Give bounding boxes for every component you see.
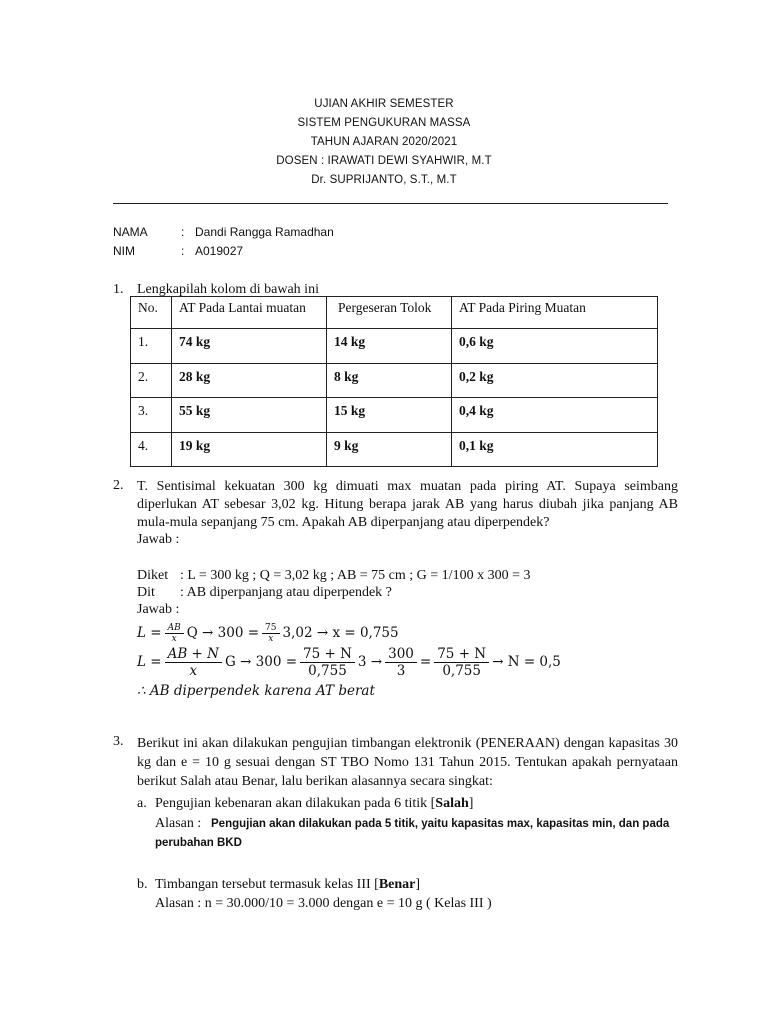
table-cell: 0,4 kg — [452, 398, 658, 433]
table-cell: 2. — [131, 363, 172, 398]
table-cell: 0,2 kg — [452, 363, 658, 398]
q3a-label: a. — [137, 796, 147, 811]
q1-table — [130, 296, 658, 467]
q3b-close-bracket: ] — [415, 877, 421, 892]
eq2-numerator-1: AB + N — [165, 646, 222, 663]
q1-number: 1. — [113, 282, 124, 297]
table-cell: 74 kg — [172, 329, 327, 364]
eq2-fraction-3 — [385, 646, 417, 679]
eq2-denominator-2: 0,755 — [308, 662, 347, 679]
table-cell: 1. — [131, 329, 172, 364]
eq2-lhs: L = — [137, 654, 162, 670]
q3b-verdict: Benar — [378, 877, 416, 892]
q3b-alasan: Alasan : n = 30.000/10 = 3.000 dengan e = 10 g ( Kelas III ) — [155, 896, 492, 911]
table-cell: 28 kg — [172, 363, 327, 398]
eq1-middle: Q → 300 = — [186, 625, 260, 641]
eq1-numerator-2: 75 — [262, 623, 279, 634]
eq2-numerator-2: 75 + N — [300, 646, 355, 663]
q2-text: T. Sentisimal kekuatan 300 kg dimuati max muatan pada piring AT. Supaya seimbang diperlukan AT sebesar 3,02 kg. Hitung berapa jarak AB yang harus diubah jika panjang AB mula-mula sepanjang 75 cm. Apakah AB diperpanjang atau diperpendek? — [137, 479, 678, 530]
eq1-end: 3,02 → x = 0,755 — [282, 625, 399, 641]
name-label: NAMA — [113, 225, 148, 239]
q1-prompt: Lengkapilah kolom di bawah ini — [137, 282, 319, 297]
table-header-row — [131, 297, 658, 329]
q3a-close-bracket: ] — [468, 796, 474, 811]
header-lecturer-2: Dr. SUPRIJANTO, S.T., M.T — [311, 174, 457, 186]
eq2-part-1: G → 300 = — [224, 654, 298, 670]
q3b-statement-text: Timbangan tersebut termasuk kelas III [ — [155, 877, 379, 892]
name-value: Dandi Rangga Ramadhan — [195, 225, 334, 239]
name-colon: : — [181, 225, 185, 239]
eq1-lhs: L = — [137, 625, 162, 641]
q3b-label: b. — [137, 877, 148, 892]
header-exam-title: UJIAN AKHIR SEMESTER — [314, 98, 454, 110]
table-header-cell: AT Pada Piring Muatan — [452, 297, 658, 329]
table-header-cell: No. — [131, 297, 172, 329]
nim-value: A019027 — [195, 244, 244, 258]
table-row — [131, 363, 658, 398]
table-cell: 14 kg — [327, 329, 452, 364]
eq2-fraction-2 — [300, 646, 355, 679]
table-cell: 0,6 kg — [452, 329, 658, 364]
eq2-part-3: = — [419, 654, 432, 670]
q3-number: 3. — [113, 734, 124, 749]
eq1-denominator-2: x — [268, 633, 274, 644]
header-year: TAHUN AJARAN 2020/2021 — [310, 136, 458, 148]
table-cell: 8 kg — [327, 363, 452, 398]
q2-diket-value: : L = 300 kg ; Q = 3,02 kg ; AB = 75 cm ; G = 1/100 x 300 = 3 — [180, 568, 531, 583]
table-cell: 9 kg — [327, 432, 452, 467]
q3a-verdict: Salah — [435, 796, 469, 811]
header-course: SISTEM PENGUKURAN MASSA — [297, 117, 471, 129]
table-row — [131, 398, 658, 433]
nim-colon: : — [181, 244, 185, 258]
eq2-numerator-4: 75 + N — [434, 646, 489, 663]
q3a-statement — [155, 796, 473, 812]
header-divider — [113, 203, 668, 204]
q3a-alasan-line-1: Pengujian akan dilakukan pada 5 titik, yaitu kapasitas max, kapasitas min, dan pada — [211, 818, 670, 830]
q3a-statement-text: Pengujian kebenaran akan dilakukan pada 6 titik [ — [155, 796, 436, 811]
eq1-denominator: x — [171, 633, 177, 644]
q2-jawab: Jawab : — [137, 532, 180, 547]
table-row — [131, 329, 658, 364]
q2-conclusion: ∴ AB diperpendek karena AT berat — [137, 683, 375, 699]
eq2-part-2: 3 → — [357, 654, 383, 670]
q3-text: Berikut ini akan dilakukan pengujian timbangan elektronik (PENERAAN) dengan kapasitas 30 kg dan e = 10 g sesuai dengan ST TBO Nomo 131 Tahun 2015. Tentukan apakah pernyataan berikut Salah atau Benar, lalu berikan alasannya secara singkat: — [137, 736, 678, 789]
table-cell: 19 kg — [172, 432, 327, 467]
q2-jawab-2: Jawab : — [137, 602, 180, 617]
eq1-fraction-2 — [262, 623, 279, 644]
eq2-denominator-4: 0,755 — [442, 662, 481, 679]
table-cell: 4. — [131, 432, 172, 467]
eq2-denominator-1: x — [189, 662, 198, 679]
table-row — [131, 432, 658, 467]
eq2-end: → N = 0,5 — [492, 654, 561, 670]
table-cell: 55 kg — [172, 398, 327, 433]
q3a-alasan-label: Alasan : — [155, 816, 202, 831]
table-cell: 0,1 kg — [452, 432, 658, 467]
q2-equation-2 — [137, 643, 561, 681]
eq1-numerator: AB — [165, 623, 184, 634]
q3b-statement — [155, 877, 420, 893]
table-cell: 15 kg — [327, 398, 452, 433]
table-cell: 3. — [131, 398, 172, 433]
eq2-fraction-1 — [165, 646, 222, 679]
eq1-fraction — [165, 623, 184, 644]
q2-dit-value: : AB diperpanjang atau diperpendek ? — [180, 585, 392, 600]
header-lecturer: DOSEN : IRAWATI DEWI SYAHWIR, M.T — [276, 155, 492, 167]
eq2-numerator-3: 300 — [385, 646, 417, 663]
q2-dit-label: Dit — [137, 585, 155, 600]
table-header-cell: AT Pada Lantai muatan — [172, 297, 327, 329]
q3a-alasan-line-2: perubahan BKD — [155, 837, 242, 849]
q2-number: 2. — [113, 478, 124, 493]
eq2-fraction-4 — [434, 646, 489, 679]
table-header-cell: Pergeseran Tolok — [327, 297, 452, 329]
q2-diket-label: Diket — [137, 568, 169, 583]
document-header — [0, 95, 768, 190]
nim-label: NIM — [113, 244, 135, 258]
eq2-denominator-3: 3 — [396, 662, 406, 679]
